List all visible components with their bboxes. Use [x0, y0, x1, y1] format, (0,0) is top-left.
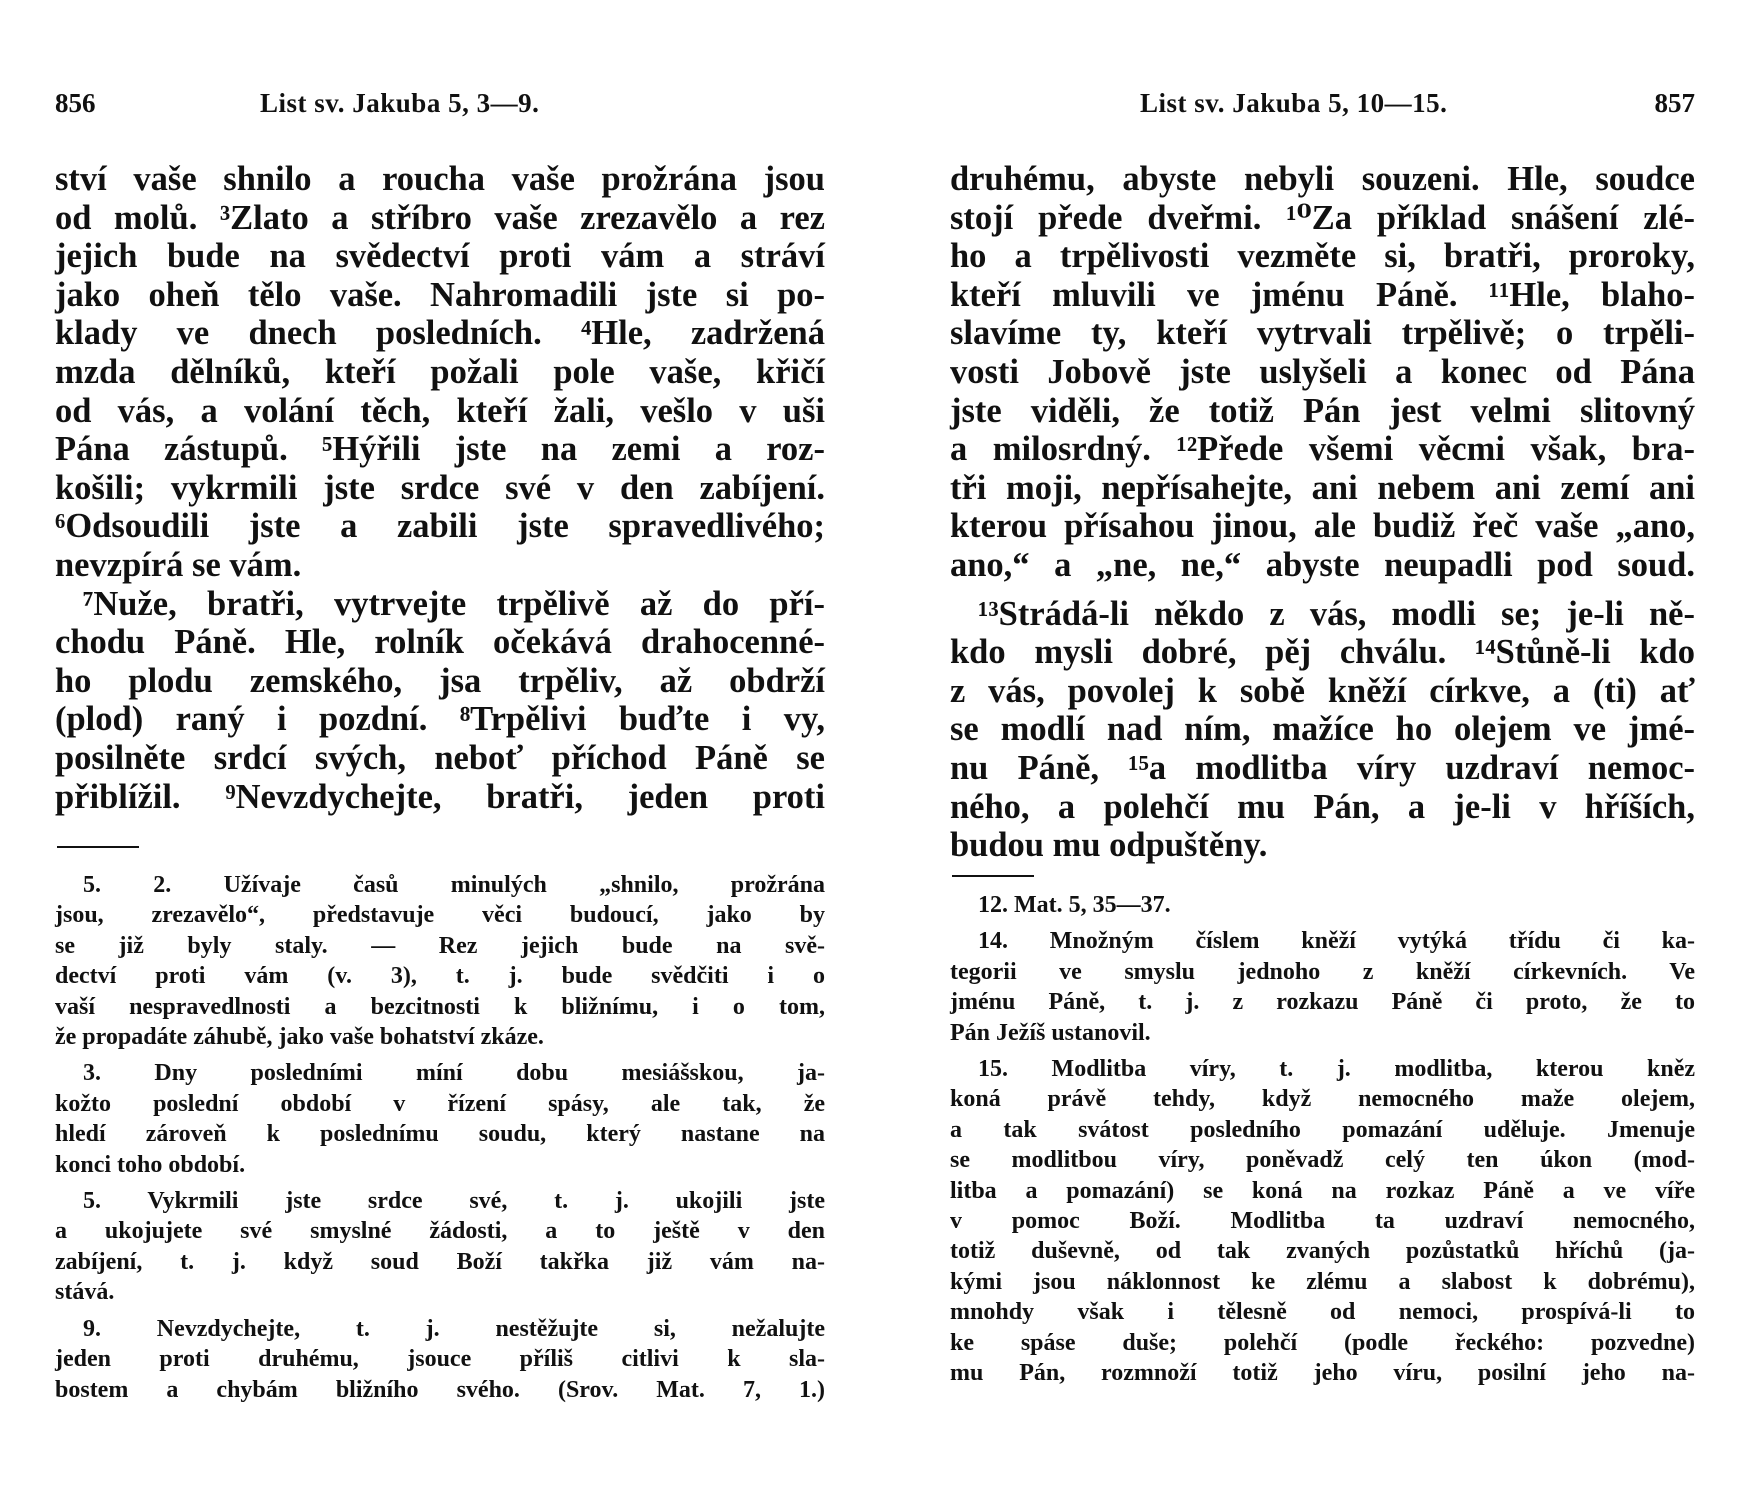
footnote-line: v pomoc Boží. Modlitba ta uzdraví nemocného, [950, 1208, 1695, 1235]
footnote [950, 890, 1695, 920]
footnote-line: Pán Ježíš ustanovil. [950, 1019, 1151, 1046]
text-line: mzda dělníků, kteří požali pole vaše, křičí [55, 352, 825, 391]
text-line: posilněte srdcí svých, neboť příchod Páně se [55, 738, 825, 777]
text-line: klady ve dnech posledních. ⁴Hle, zadržená [55, 314, 825, 353]
text-line: jako oheň tělo vaše. Nahromadili jste si po- [55, 275, 825, 314]
footnote-line: stává. [55, 1279, 115, 1306]
footnote-divider [952, 875, 1034, 877]
running-title: List sv. Jakuba 5, 10—15. [1140, 88, 1448, 118]
text-line: košili; vykrmili jste srdce své v den zabíjení. [55, 468, 825, 507]
footnote-divider [57, 846, 139, 848]
text-line: nevzpírá se vám. [55, 545, 302, 584]
footnote-line: bostem a chybám bližního svého. (Srov. Mat. 7, 1.) [55, 1376, 825, 1403]
footnote [950, 926, 1695, 1048]
text-line: chodu Páně. Hle, rolník očekává drahocenné- [55, 623, 825, 662]
footnote [55, 1058, 825, 1180]
footnote-line: tegorii ve smyslu jednoho z kněží církevních. Ve [950, 958, 1695, 985]
footnote-line: 15. Modlitba víry, t. j. modlitba, kterou kněz [978, 1056, 1695, 1083]
footnote-line: 5. 2. Užívaje časů minulých „shnilo, prožrána [83, 872, 825, 898]
footnote-line: litba a pomazání) se koná na rozkaz Páně a ve víře [950, 1177, 1695, 1204]
text-line: přiblížil. ⁹Nevzdychejte, bratři, jeden proti [55, 777, 825, 816]
footnote-line: zabíjení, t. j. když soud Boží takřka již vám na- [55, 1248, 825, 1275]
footnote-line: 5. Vykrmili jste srdce své, t. j. ukojili jste [83, 1188, 825, 1215]
text-line: jejich bude na svědectví proti vám a stráví [55, 237, 825, 276]
text-line: vosti Jobově jste uslyšeli a konec od Pána [950, 352, 1695, 391]
footnote [55, 1186, 825, 1308]
text-line: Pána zástupů. ⁵Hýřili jste na zemi a roz- [55, 430, 825, 469]
text-line: ⁷Nuže, bratři, vytrvejte trpělivě až do pří- [83, 584, 825, 623]
text-line: ho plodu zemského, jsa trpěliv, až obdrží [55, 661, 825, 700]
main-text [950, 160, 1695, 865]
footnote-line: 3. Dny posledními míní dobu mesiášskou, ja- [83, 1060, 825, 1087]
text-line: od vás, a volání těch, kteří žali, vešlo v uši [55, 391, 825, 430]
text-line: (plod) raný i pozdní. ⁸Trpělivi buďte i vy, [55, 700, 825, 739]
text-line: stojí přede dveřmi. ¹⁰Za příklad snášení zlé- [950, 198, 1695, 237]
footnote-line: totiž duševně, od tak zvaných pozůstatků hříchů (ja- [950, 1238, 1695, 1265]
footnote-line: mnohdy však i tělesně od nemoci, prospívá-li to [950, 1299, 1695, 1326]
text-line: jste viděli, že totiž Pán jest velmi slitovný [950, 391, 1695, 430]
footnote-line: a tak svátost posledního pomazání uděluje. Jmenuje [950, 1116, 1695, 1143]
text-line: ného, a polehčí mu Pán, a je-li v hříších, [950, 787, 1695, 826]
footnote-line: mu Pán, rozmnoží totiž jeho víru, posilní jeho na- [950, 1360, 1695, 1387]
footnote-line: hledí zároveň k poslednímu soudu, který nastane na [55, 1121, 825, 1148]
footnote-line: kožto poslední období v řízení spásy, ale tak, že [55, 1090, 825, 1117]
page-number: 856 [55, 88, 96, 118]
footnote-line: 14. Množným číslem kněží vytýká třídu či ka- [978, 928, 1695, 955]
footnote-line: se modlitbou víry, poněvadž celý ten úkon (mod- [950, 1147, 1695, 1174]
footnote-line: vaší nespravedlnosti a bezcitnosti k bližnímu, i o tom, [55, 993, 825, 1020]
footnote-line: jeden proti druhému, jsouce příliš citlivi k sla- [55, 1346, 825, 1373]
footnotes [55, 870, 825, 1411]
footnote-line: a ukojujete své smyslné žádosti, a to ještě v den [55, 1218, 825, 1245]
text-line: nu Páně, ¹⁵a modlitba víry uzdraví nemoc- [950, 748, 1695, 787]
text-line: kteří mluvili ve jménu Páně. ¹¹Hle, blaho- [950, 275, 1695, 314]
text-line: ¹³Strádá-li někdo z vás, modli se; je-li ně- [978, 594, 1695, 633]
text-line: se modlí nad ním, mažíce ho olejem ve jmé- [950, 710, 1695, 749]
footnote-line: ke spáse duše; polehčí (podle řeckého: pozvedne) [950, 1329, 1695, 1356]
right-page [950, 0, 1695, 1500]
footnote-line: kými jsou náklonnost ke zlému a slabost k dobrému), [950, 1268, 1695, 1295]
text-line: ano,“ a „ne, ne,“ abyste neupadli pod soud. [950, 545, 1695, 584]
text-line: druhému, abyste nebyli souzeni. Hle, soudce [950, 160, 1695, 198]
footnote-line: koná právě tehdy, když nemocného maže olejem, [950, 1086, 1695, 1113]
footnote [950, 1054, 1695, 1388]
text-line: budou mu odpuštěny. [950, 826, 1268, 865]
text-line: ho a trpělivosti vezměte si, bratři, proroky, [950, 237, 1695, 276]
footnotes [950, 890, 1695, 1395]
footnote-line: jsou, zrezavělo“, představuje věci budoucí, jako by [55, 902, 825, 929]
text-line: slavíme ty, kteří vytrvali trpělivě; o trpěli- [950, 314, 1695, 353]
text-line: ⁶Odsoudili jste a zabili jste spravedlivého; [55, 507, 825, 546]
footnote-line: konci toho období. [55, 1151, 246, 1178]
text-line: od molů. ³Zlato a stříbro vaše zrezavělo a rez [55, 198, 825, 237]
page-header [950, 88, 1695, 128]
footnote-line: 9. Nevzdychejte, t. j. nestěžujte si, nežalujte [83, 1315, 825, 1342]
text-line: kdo mysli dobré, pěj chválu. ¹⁴Stůně-li kdo [950, 633, 1695, 672]
page-number: 857 [1654, 88, 1695, 118]
footnote [55, 870, 825, 1052]
footnote-line: že propadáte záhubě, jako vaše bohatství zkáze. [55, 1024, 544, 1051]
running-title: List sv. Jakuba 5, 3—9. [260, 88, 540, 118]
text-line: kterou přísahou jinou, ale budiž řeč vaše „ano, [950, 507, 1695, 546]
footnote-line: dectví proti vám (v. 3), t. j. bude svědčiti i o [55, 963, 825, 990]
text-line: z vás, povolej k sobě kněží církve, a (ti) ať [950, 671, 1695, 710]
text-line: a milosrdný. ¹²Přede všemi věcmi však, bra- [950, 430, 1695, 469]
left-page [55, 0, 825, 1500]
footnote [55, 1314, 825, 1405]
text-line: tři moji, nepřísahejte, ani nebem ani zemí ani [950, 468, 1695, 507]
footnote-line: se již byly staly. — Rez jejich bude na svě- [55, 932, 825, 959]
footnote-line: 12. Mat. 5, 35—37. [978, 892, 1171, 918]
text-line: ství vaše shnilo a roucha vaše prožrána jsou [55, 160, 825, 198]
main-text [55, 160, 825, 816]
page-header [55, 88, 825, 128]
footnote-line: jménu Páně, t. j. z rozkazu Páně či proto, že to [950, 989, 1695, 1016]
